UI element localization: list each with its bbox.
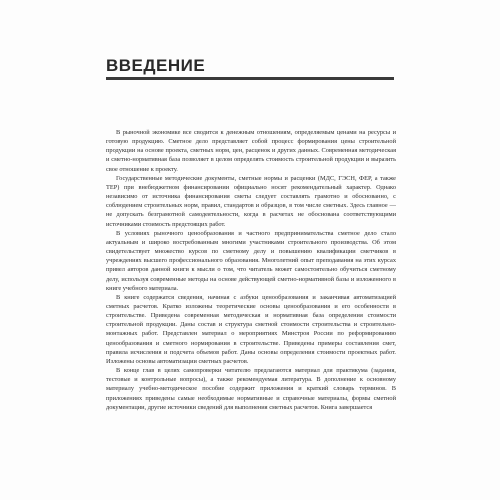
body-text [106, 128, 396, 412]
paragraph-5: В конце глав в целях самопроверки читателю предлагаются материал для практикума (задания, тестовые и контрольные вопросы), а также рекомендуемая литература. В дополнение к основному материалу учебно-методическое пособие содержит приложения и краткий словарь терминов. В приложениях приведены самые необходимые нормативные и справочные материалы, формы сметной документации, другие источники сведений для выполнения сметных расчетов. Книга завершается [106, 367, 396, 411]
title-underline [106, 77, 394, 80]
page-title: ВВЕДЕНИЕ [106, 56, 206, 75]
paragraph-4: В книге содержатся сведения, начиная с азбуки ценообразования и заканчивая автоматизацией сметных расчетов. Кратко изложены теоретические основы ценообразования и его особенности в строительстве. Приведена современная методическая и нормативная база определения стоимости строительной продукции. Даны состав и структура сметной стоимости строительства и строительно-монтажных работ. Представлен материал о мероприятиях Минстроя России по реформированию ценообразования и сметного нормирования в строительстве. Приведены примеры составления смет, правила исчисления и подсчета объемов работ. Даны основы определения стоимости проектных работ. Изложены основы автоматизации сметных расчетов. [106, 293, 396, 365]
paragraph-3: В условиях рыночного ценообразования и частного предпринимательства сметное дело стало актуальным и широко востребованным многими участниками строительного производства. Об этом свидетельствует множество курсов по сметному делу и повышению квалификации сметчиков в учреждениях высшего профессионального образования. Многолетний опыт преподавания на этих курсах привел авторов данной книги к мысли о том, что читатель может самостоятельно обучиться сметному делу, используя современные методы на основе действующей сметно-нормативной базы и изложенного в книге учебного материала. [106, 229, 396, 292]
paragraph-1: В рыночной экономике все сводится к денежным отношениям, определяемым ценами на ресурсы и готовую продукцию. Сметное дело представляет собой процесс формирования цены строительной продукции на основе проекта, сметных норм, цен, расценок и других данных. Современная методическая и сметно-нормативная база позволяет в целом определять стоимость строительной продукции и выразить свое отношение к проекту. [106, 129, 396, 173]
paragraph-2: Государственные методические документы, сметные нормы и расценки (МДС, ГЭСН, ФЕР, а также ТЕР) при внебюджетном финансировании официально носят рекомендательный характер. Однако независимо от источника финансирования сметы следует составлять грамотно и обоснованно, с соблюдением строительных норм, правил, стандартов и образцов, в том числе сметных. Здесь главное — не допускать безграмотной самодеятельности, когда в расчетах не обоснована соответствующими источниками стоимость предстоящих работ. [106, 174, 396, 228]
